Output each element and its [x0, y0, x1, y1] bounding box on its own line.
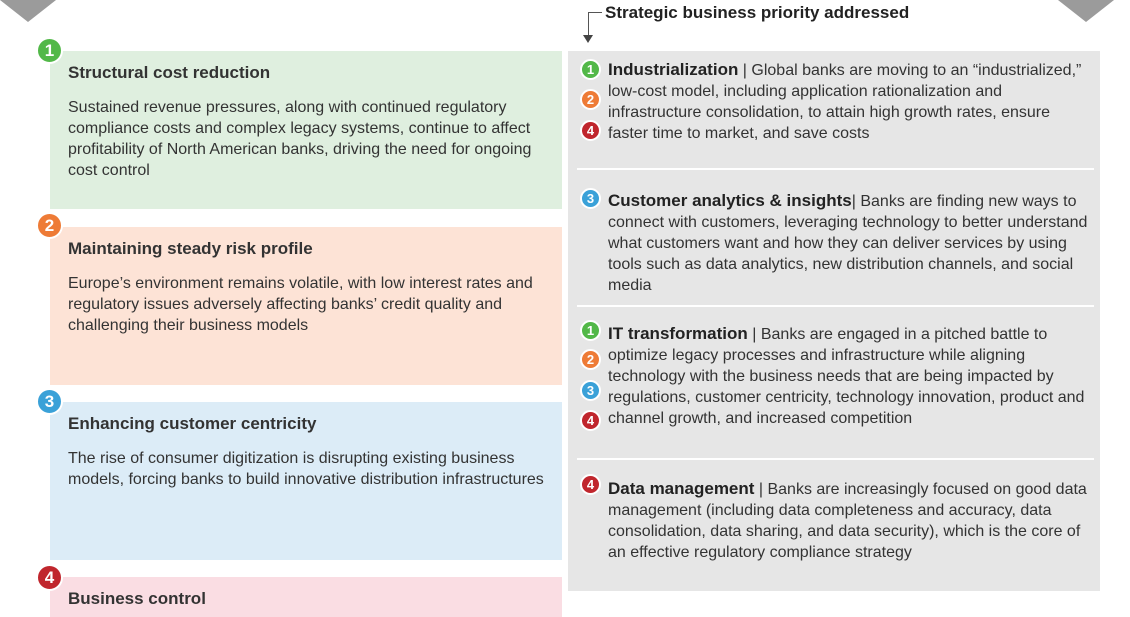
- priority-badge: 2: [580, 349, 601, 370]
- legend-bracket: [588, 12, 602, 37]
- challenge-block-1: [50, 51, 562, 209]
- challenge-title: Structural cost reduction: [68, 63, 271, 82]
- priority-badge: 4: [580, 410, 601, 431]
- priority-separator: |: [754, 481, 768, 498]
- priority-badge: 2: [580, 89, 601, 110]
- challenge-title: Business control: [68, 589, 206, 608]
- challenge-title: Enhancing customer centricity: [68, 414, 317, 433]
- priority-text: Banks are increasingly focused on good data management (including data completeness and accuracy, data consolidation, data sharing, and data security), which is the core of an effective regulatory compliance strategy: [608, 481, 1087, 561]
- priority-separator: |: [747, 326, 761, 343]
- priority-item-data-management: [608, 478, 1094, 563]
- priority-text: Global banks are moving to an “industrialized,” low-cost model, including application rationalization and infrastructure consolidation, to attain high growth rates, ensure faster time to market, and save costs: [608, 62, 1082, 142]
- divider: [577, 305, 1094, 307]
- legend-label: Strategic business priority addressed: [605, 3, 910, 22]
- priority-badge: 1: [580, 59, 601, 80]
- priority-title: Data management: [608, 479, 755, 498]
- priority-badge: 3: [580, 188, 601, 209]
- priority-separator: |: [738, 62, 752, 79]
- priority-badge: 1: [580, 320, 601, 341]
- down-arrow-icon-right: [1058, 0, 1114, 22]
- divider: [577, 458, 1094, 460]
- priority-item-customer-analytics: [608, 190, 1094, 296]
- priority-badge: 3: [580, 380, 601, 401]
- challenge-text: Sustained revenue pressures, along with continued regulatory compliance costs and complex legacy systems, continue to affect profitability of North American banks, driving the need for ongoing cost control: [68, 99, 532, 179]
- challenge-block-4: [50, 577, 562, 617]
- divider: [577, 168, 1094, 170]
- priority-separator: |: [851, 193, 861, 210]
- priority-title: IT transformation: [608, 324, 748, 343]
- challenge-block-3: [50, 402, 562, 560]
- down-arrow-icon-left: [0, 0, 56, 22]
- priority-item-industrialization: [608, 59, 1094, 144]
- challenge-text: Europe’s environment remains volatile, with low interest rates and regulatory issues adversely affecting banks’ credit quality and challenging their business models: [68, 275, 533, 334]
- legend-arrow-icon: [583, 35, 593, 43]
- challenge-number-badge: 2: [36, 212, 63, 239]
- priority-text: Banks are engaged in a pitched battle to optimize legacy processes and infrastructure while aligning technology with the business needs that are being impacted by regulations, customer centricity, technology innovation, product and channel growth, and increased competition: [608, 326, 1085, 427]
- priority-badge: 4: [580, 120, 601, 141]
- priority-text: Banks are finding new ways to connect with customers, leveraging technology to better understand what customers want and how they can deliver services by using tools such as data analytics, new distribution channels, and social media: [608, 193, 1088, 294]
- challenge-number-badge: 4: [36, 564, 63, 591]
- challenge-number-badge: 3: [36, 388, 63, 415]
- challenge-title: Maintaining steady risk profile: [68, 239, 313, 258]
- challenge-block-2: [50, 227, 562, 385]
- priority-item-it-transformation: [608, 323, 1094, 429]
- priority-title: Industrialization: [608, 60, 739, 79]
- priority-badge: 4: [580, 474, 601, 495]
- priority-title: Customer analytics & insights: [608, 191, 852, 210]
- challenge-text: The rise of consumer digitization is disrupting existing business models, forcing banks to build innovative distribution infrastructures: [68, 450, 544, 488]
- challenge-number-badge: 1: [36, 37, 63, 64]
